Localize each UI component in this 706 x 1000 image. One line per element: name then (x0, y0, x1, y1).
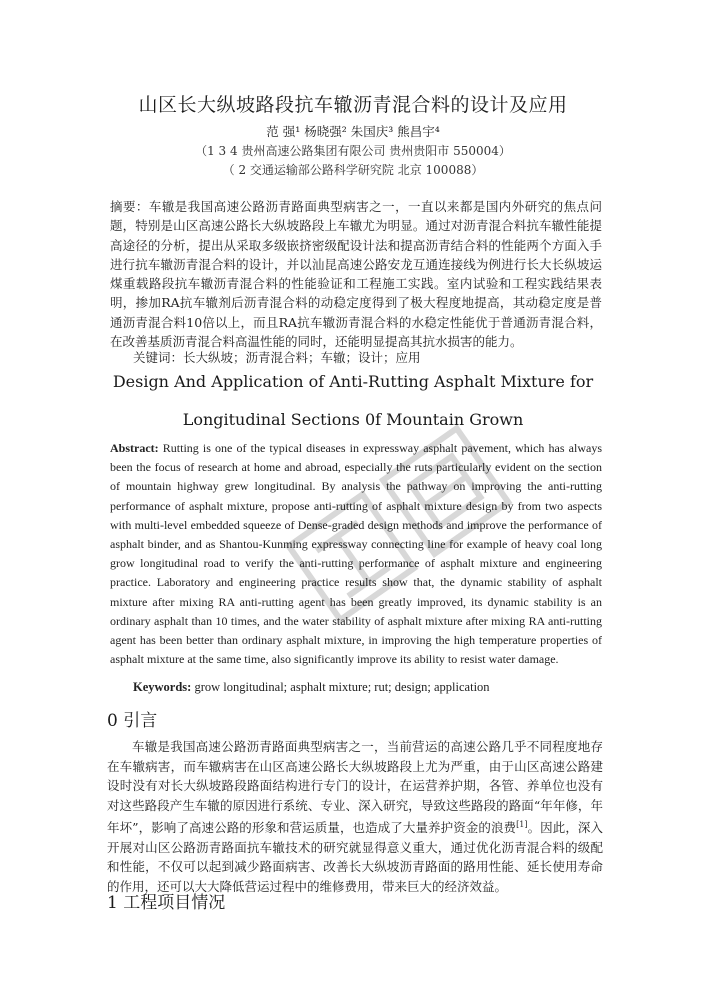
author-list: 范 强¹ 杨晓强² 朱国庆³ 熊昌宇⁴ (266, 124, 440, 139)
keywords-english (133, 680, 603, 695)
section-1-heading: 1 工程项目情况 (107, 893, 226, 913)
section-0-heading: 0 引言 (107, 711, 158, 731)
abstract-english-label: Abstract: (110, 441, 159, 455)
title-chinese: 山区长大纵坡路段抗车辙沥青混合料的设计及应用 (138, 94, 568, 116)
keywords-english-text: grow longitudinal; asphalt mixture; rut; design; application (191, 680, 490, 694)
keywords-chinese: 关键词：长大纵坡；沥青混合料；车辙；设计；应用 (133, 350, 421, 365)
affiliation-1: （1 3 4 贵州高速公路集团有限公司 贵州贵阳市 550004） (195, 144, 511, 158)
section-0-body (107, 737, 603, 896)
section-0-text-b: 。因此，深入开展对山区公路沥青路面抗车辙技术的研究就显得意义重大，通过优化沥青混合料的级配和性能，不仅可以起到减少路面病害、改善长大纵坡沥青路面的路用性能、延长使用寿命的作用，还可以大大降低营运过程中的维修费用，带来巨大的经济效益。 (107, 820, 603, 894)
title-english-line-1: Design And Application of Anti-Rutting Asphalt Mixture for (112, 372, 594, 391)
abstract-chinese: 摘要：车辙是我国高速公路沥青路面典型病害之一，一直以来都是国内外研究的焦点问题，特别是山区高速公路长大纵坡路段上车辙尤为明显。通过对沥青混合料抗车辙性能提高途径的分析，提出从采取多级嵌挤密级配设计法和提高沥青结合料的性能两个方面入手进行抗车辙沥青混合料的设计，并以汕昆高速公路安龙互通连接线为例进行长大长纵坡运煤重载路段抗车辙沥青混合料的性能验证和工程施工实践。室内试验和工程实践结果表明，掺加RA抗车辙剂后沥青混合料的动稳定度得到了极大程度地提高，其动稳定度是普通沥青混合料10倍以上，而且RA抗车辙沥青混合料的水稳定性能优于普通沥青混合料，在改善基质沥青混合料高温性能的同时，还能明显提高其抗水损害的能力。 (110, 199, 602, 350)
abstract-english-text: Rutting is one of the typical diseases in expressway asphalt pavement, which has always been the focus of research at home and abroad, especially the ruts particularly evident on the section of mountain highway grew longitudinal. By analysis the pathway on improving the anti-rutting performance of asphalt mixture, propose anti-rutting of asphalt mixture design by from two aspects with multi-level embedded squeeze of Dense-graded design methods and improve the performance of asphalt binder, and as Shantou-Kunming expressway connecting line for example of heavy coal long grow longitudinal road to verify the anti-rutting performance of asphalt mixture and engineering practice. Laboratory and engineering practice results show that, the dynamic stability of asphalt mixture after mixing RA anti-rutting agent has been greatly improved, its dynamic stability is an ordinary asphalt than 10 times, and the water stability of asphalt mixture after mixing RA anti-rutting agent has been better than ordinary asphalt mixture, in improving the high temperature properties of asphalt mixture at the same time, also significantly improve its ability to resist water damage. (110, 441, 602, 667)
abstract-english (110, 439, 602, 669)
section-0-text-a: 车辙是我国高速公路沥青路面典型病害之一，当前营运的高速公路几乎不同程度地存在车辙病害，而车辙病害在山区高速公路长大纵坡路段上尤为严重，由于山区高速公路建设时没有对长大纵坡路段路面结构进行专门的设计，在运营养护期，各管、养单位也没有对这些路段产生车辙的原因进行系统、专业、深入研究，导致这些路段的路面“年年修，年年坏”，影响了高速公路的形象和营运质量，也造成了大量养护资金的浪费 (107, 739, 603, 836)
title-english-line-2: Longitudinal Sections 0f Mountain Grown (182, 410, 524, 429)
keywords-english-label: Keywords: (133, 680, 192, 694)
citation-ref: [1] (516, 820, 528, 829)
affiliation-2: （ 2 交通运输部公路科学研究院 北京 100088） (222, 163, 484, 177)
